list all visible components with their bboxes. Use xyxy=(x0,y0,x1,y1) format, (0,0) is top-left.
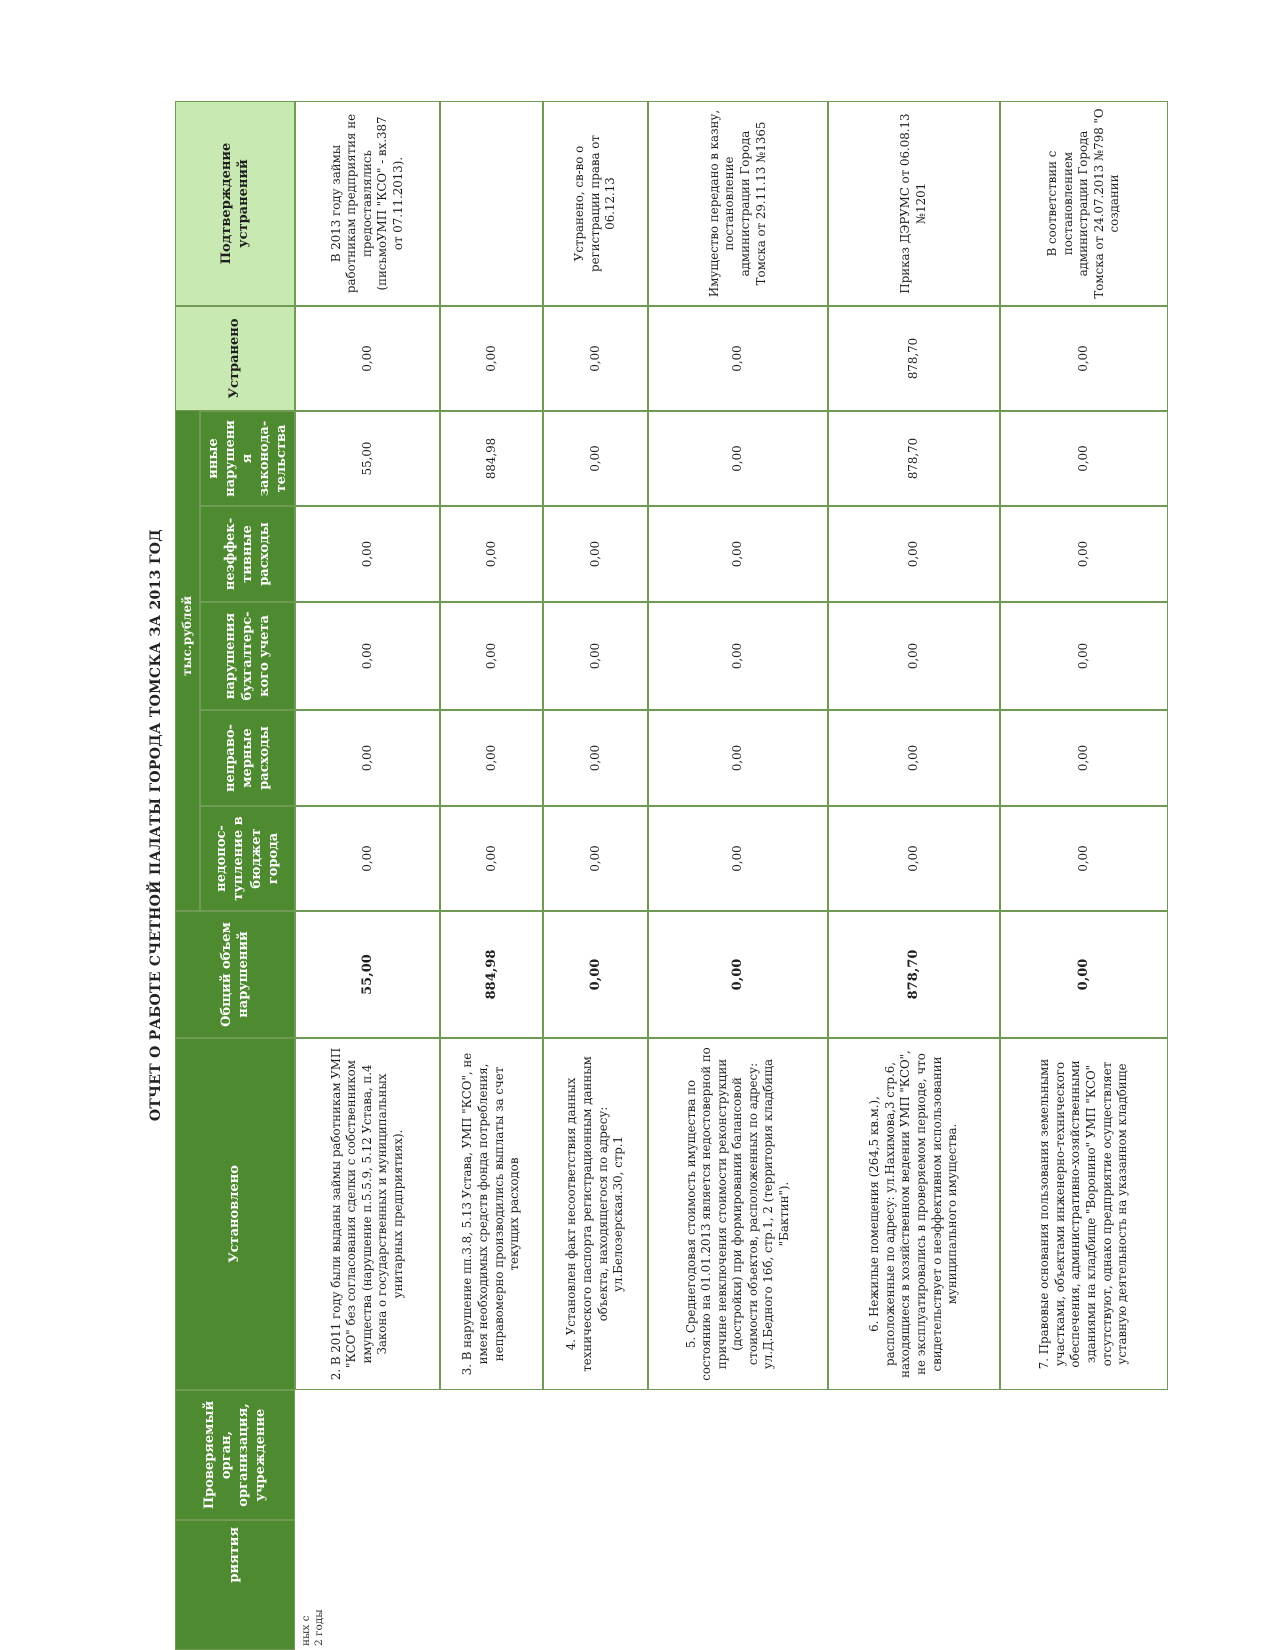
row-accounting: 0,00 xyxy=(440,602,543,710)
row-illegal: 0,00 xyxy=(295,710,440,806)
row-confirmation: Приказ ДЭРУМС от 06.08.13 №1201 xyxy=(828,101,1000,306)
row-accounting: 0,00 xyxy=(648,602,828,710)
row-other: 884,98 xyxy=(440,411,543,506)
row-total: 884,98 xyxy=(440,911,543,1038)
report-title: ОТЧЕТ О РАБОТЕ СЧЕТНОЙ ПАЛАТЫ ГОРОДА ТОМСКА ЗА 2013 ГОД xyxy=(148,528,164,1122)
row-fixed: 0,00 xyxy=(543,306,648,411)
row-fixed: 878,70 xyxy=(828,306,1000,411)
header-units-group: тыс.рублей xyxy=(175,361,200,911)
row-established: 5. Среднегодовая стоимость имущества по состоянию на 01.01.2013 является недостоверной по причине невключения стоимости реконструкции (достройки) при формировании балансовой стоимости объектов, расположенных по адресу: ул.Д.Бедного 16б, стр.1, 2 (территория кладбища "Бактин"). xyxy=(648,1038,828,1390)
row-fixed: 0,00 xyxy=(440,306,543,411)
row-shortfall: 0,00 xyxy=(828,806,1000,911)
row-other: 878,70 xyxy=(828,411,1000,506)
header-inefficient-expenses: неэффек-тивные расходы xyxy=(200,506,295,602)
row-inefficient: 0,00 xyxy=(1000,506,1168,602)
row-illegal: 0,00 xyxy=(1000,710,1168,806)
row-confirmation: В 2013 году займы работникам предприятия не предоставлялись (письмоУМП "КСО" - вх.387 от 07.11.2013). xyxy=(295,101,440,306)
row-other: 0,00 xyxy=(543,411,648,506)
row-established: 4. Установлен факт несоответствия данных технического паспорта регистрационным данным объекта, находящегося по адресу: ул.Белозерская.30, стр.1 xyxy=(543,1038,648,1390)
row-illegal: 0,00 xyxy=(440,710,543,806)
header-fixed: Устранено xyxy=(175,306,295,411)
row-inefficient: 0,00 xyxy=(543,506,648,602)
header-event-partial: риятия xyxy=(175,1520,295,1650)
row-confirmation: Имущество передано в казну, постановление администрации Города Томска от 29.11.13 №1365 xyxy=(648,101,828,306)
row-illegal: 0,00 xyxy=(648,710,828,806)
header-illegal-expenses: неправо-мерные расходы xyxy=(200,710,295,806)
row-established: 3. В нарушение пп.3.8, 5.13 Устава, УМП "КСО", не имея необходимых средств фонда потребления, неправомерно производились выплаты за счет текущих расходов xyxy=(440,1038,543,1390)
row-established: 2. В 2011 году были выданы займы работникам УМП "КСО" без согласования сделки с собственником имущества (нарушение п.5.5.9, 5.12 Устава, п.4 Закона о государственных и муниципальных унитарных предприятиях). xyxy=(295,1038,440,1390)
row-inefficient: 0,00 xyxy=(295,506,440,602)
row-other: 55,00 xyxy=(295,411,440,506)
row-confirmation: Устранено, св-во о регистрации права от 06.12.13 xyxy=(543,101,648,306)
row-total: 0,00 xyxy=(543,911,648,1038)
row-shortfall: 0,00 xyxy=(440,806,543,911)
row-accounting: 0,00 xyxy=(543,602,648,710)
row-shortfall: 0,00 xyxy=(1000,806,1168,911)
header-other-violations: иные нарушени я законода-тельства xyxy=(200,411,295,506)
row-other: 0,00 xyxy=(1000,411,1168,506)
row-fixed: 0,00 xyxy=(295,306,440,411)
row-shortfall: 0,00 xyxy=(295,806,440,911)
row-total: 0,00 xyxy=(648,911,828,1038)
header-confirmation: Подтверждение устранений xyxy=(175,101,295,306)
row-shortfall: 0,00 xyxy=(543,806,648,911)
header-total-violations: Общий объем нарушений xyxy=(175,911,295,1038)
row-inefficient: 0,00 xyxy=(648,506,828,602)
row-fixed: 0,00 xyxy=(648,306,828,411)
header-accounting-violations: нарушения бухгалтерс-кого учета xyxy=(200,602,295,710)
header-established: Установлено xyxy=(175,1038,295,1390)
row-fixed: 0,00 xyxy=(1000,306,1168,411)
row-confirmation xyxy=(440,101,543,306)
row-established: 7. Правовые основания пользования земельными участками, объектами инженерно-технического обеспечения, административно-хозяйственными зданиями на кладбище "Воронино" УМП "КСО" отсутствуют, однако предприятие осуществляет уставную деятельность на указанном кладбище xyxy=(1000,1038,1168,1390)
row-illegal: 0,00 xyxy=(543,710,648,806)
row-inefficient: 0,00 xyxy=(828,506,1000,602)
row-accounting: 0,00 xyxy=(828,602,1000,710)
row-other: 0,00 xyxy=(648,411,828,506)
row-accounting: 0,00 xyxy=(1000,602,1168,710)
row-total: 0,00 xyxy=(1000,911,1168,1038)
row-total: 878,70 xyxy=(828,911,1000,1038)
row-shortfall: 0,00 xyxy=(648,806,828,911)
row-total: 55,00 xyxy=(295,911,440,1038)
row-inefficient: 0,00 xyxy=(440,506,543,602)
row-confirmation: В соответствии с постановлением администрации Города Томска от 24.07.2013 №798 "О создании xyxy=(1000,101,1168,306)
cut-off-stub-text: ных с 2 годы xyxy=(300,1609,325,1646)
row-established: 6. Нежилые помещения (264,5 кв.м.), расположенные по адресу: ул.Нахимова,3 стр.6, находящиеся в хозяйственном ведении УМП "КСО", не эксплуатировались в проверяемом периоде, что свидетельствует о неэффективном использовании муниципального имущества. xyxy=(828,1038,1000,1390)
row-illegal: 0,00 xyxy=(828,710,1000,806)
row-accounting: 0,00 xyxy=(295,602,440,710)
header-shortfall: недопос-тупление в бюджет города xyxy=(200,806,295,911)
header-entity: Проверяемый орган, организация, учреждение xyxy=(175,1390,295,1520)
